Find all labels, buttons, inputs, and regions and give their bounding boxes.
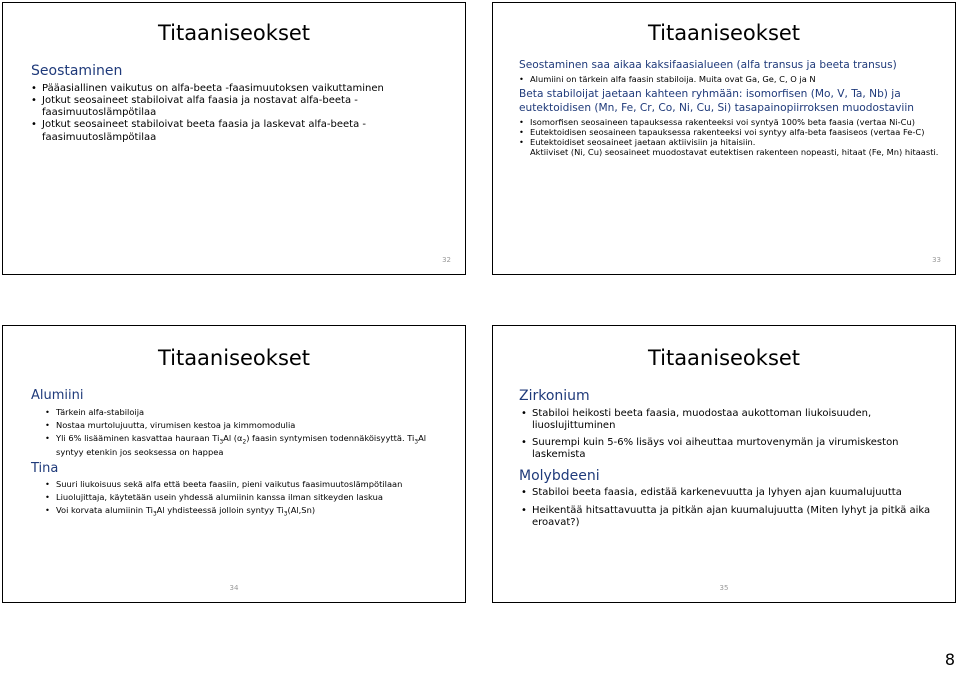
subscript: 2	[242, 439, 247, 446]
page-number: 32	[442, 256, 451, 264]
slide-content	[31, 388, 451, 523]
subscript: 3	[283, 512, 288, 519]
text-segment: Yli 6% lisääminen kasvattaa hauraan Ti	[56, 432, 220, 443]
section-heading-2: Beta stabiloijat jaetaan kahteen ryhmään: isomorfisen (Mo, V, Ta, Nb) ja eutektoidisen (Mn, Fe, Cr, Co, Ni, Cu, Si) tasapainopiirroksen muodostaviin	[519, 88, 915, 114]
bullet-list	[519, 408, 941, 462]
text-segment: Al yhdisteessä jolloin syntyy Ti	[156, 505, 284, 516]
slide-title: Titaaniseokset	[647, 21, 801, 45]
bullet-list-2	[519, 117, 941, 147]
page-number: 35	[719, 584, 729, 592]
bullet-list-2	[31, 479, 451, 519]
bullet-list	[519, 74, 941, 84]
list-item: • Suurempi kuin 5-6% lisäys voi aiheuttaa murtovenymän ja virumiskeston laskemista	[521, 437, 941, 461]
list-item: • Nostaa murtolujuutta, virumisen kestoa ja kimmomodulia	[45, 420, 451, 430]
section-heading: Zirkonium	[519, 388, 590, 404]
list-item	[45, 505, 451, 519]
text-segment: (Al,Sn)	[287, 505, 316, 516]
section-heading: Seostaminen saa aikaa kaksifaasialueen (alfa transus ja beeta transus)	[519, 59, 897, 71]
list-item: • Alumiini on tärkein alfa faasin stabiloija. Muita ovat Ga, Ge, C, O ja N	[519, 74, 941, 84]
subscript: 3	[414, 439, 419, 446]
text-segment: Voi korvata alumiinin Ti	[56, 505, 153, 516]
text-segment: Al syntyy etenkin jos seoksessa on happea	[56, 432, 427, 457]
subscript: 3	[219, 439, 224, 446]
slide-35	[492, 325, 956, 603]
section-heading: Seostaminen	[31, 63, 123, 79]
bullet-list-2	[519, 487, 941, 529]
slide-content	[519, 388, 941, 533]
slide-content	[31, 63, 451, 148]
slide-34	[2, 325, 466, 603]
alpha-symbol: α	[237, 432, 243, 443]
section-heading-2: Tina	[31, 460, 59, 476]
slide-content	[519, 59, 941, 158]
list-item: • Eutektoidisen seosaineen tapauksessa rakenteeksi voi syntyy alfa-beta faasiseos (vertaa Fe-C)	[519, 127, 941, 137]
list-item: • Stabiloi beeta faasia, edistää karkenevuutta ja lyhyen ajan kuumalujuutta	[521, 487, 941, 499]
sheet-page-number: 8	[944, 650, 955, 669]
slide-title: Titaaniseokset	[157, 346, 311, 370]
slide-33	[492, 2, 956, 275]
page-number: 34	[229, 584, 239, 592]
text-segment: Al (	[223, 432, 237, 443]
subscript: 3	[152, 512, 157, 519]
list-item: • Tärkein alfa-stabiloija	[45, 407, 451, 417]
section-heading-2: Molybdeeni	[519, 467, 600, 484]
list-item: • Jotkut seosaineet stabiloivat beeta faasia ja laskevat alfa-beeta -faasimuutoslämpötilaa	[31, 119, 451, 143]
page-number: 33	[932, 256, 941, 264]
section-heading: Alumiini	[31, 388, 84, 403]
text-segment: ) faasin syntymisen todennäköisyyttä. Ti	[246, 432, 415, 443]
list-item: • Isomorfisen seosaineen tapauksessa rakenteeksi voi syntyä 100% beta faasia (vertaa Ni-Cu)	[519, 117, 941, 127]
slide-32	[2, 2, 466, 275]
list-item: • Heikentää hitsattavuutta ja pitkän ajan kuumalujuutta (Miten lyhyt ja pitkä aika eroavat?)	[521, 505, 941, 529]
slide-title: Titaaniseokset	[157, 21, 311, 45]
bullet-list	[31, 83, 451, 144]
bullet-list	[31, 407, 451, 457]
list-item	[45, 433, 451, 457]
slide-title: Titaaniseokset	[647, 346, 801, 370]
list-item: • Pääasiallinen vaikutus on alfa-beeta -faasimuutoksen vaikuttaminen	[31, 83, 451, 95]
list-item: • Stabiloi heikosti beeta faasia, muodostaa aukottoman liukoisuuden, liuoslujittuminen	[521, 408, 941, 432]
list-item: • Liuolujittaja, käytetään usein yhdessä alumiinin kanssa ilman sitkeyden laskua	[45, 492, 451, 502]
list-item: • Suuri liukoisuus sekä alfa että beeta faasiin, pieni vaikutus faasimuutoslämpötilaan	[45, 479, 451, 489]
list-item: • Eutektoidiset seosaineet jaetaan aktiivisiin ja hitaisiin.	[519, 137, 941, 147]
tail-text: Aktiiviset (Ni, Cu) seosaineet muodostavat eutektisen rakenteen nopeasti, hitaat (Fe, Mn) hitaasti.	[530, 147, 939, 158]
list-item: • Jotkut seosaineet stabiloivat alfa faasia ja nostavat alfa-beeta -faasimuutoslämpötilaa	[31, 95, 451, 119]
